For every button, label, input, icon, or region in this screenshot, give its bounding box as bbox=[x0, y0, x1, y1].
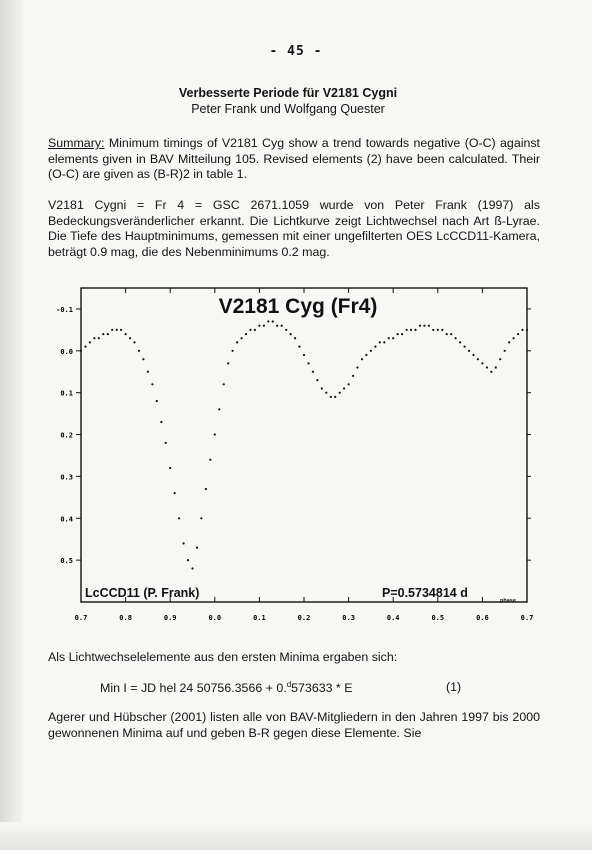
elements-intro: Als Lichtwechselelemente aus den ersten Minima ergaben sich: bbox=[48, 650, 398, 664]
data-point bbox=[151, 383, 153, 385]
data-point bbox=[272, 320, 274, 322]
data-point bbox=[142, 358, 144, 360]
data-point bbox=[174, 492, 176, 494]
data-point bbox=[290, 333, 292, 335]
data-point bbox=[397, 333, 399, 335]
data-point bbox=[312, 371, 314, 373]
light-curve-figure bbox=[52, 283, 552, 623]
data-point bbox=[370, 350, 372, 352]
formula-day-symbol: d bbox=[286, 680, 292, 689]
data-point bbox=[432, 329, 434, 331]
x-tick-label: 0.4 bbox=[386, 614, 400, 622]
summary-paragraph bbox=[48, 136, 540, 183]
data-point bbox=[125, 333, 127, 335]
y-tick-label: 0.1 bbox=[60, 389, 73, 398]
data-point bbox=[325, 392, 327, 394]
y-tick-label: 0.0 bbox=[60, 347, 73, 356]
x-tick-label: 0.9 bbox=[163, 614, 177, 622]
intro-paragraph: V2181 Cygni = Fr 4 = GSC 2671.1059 wurde von Peter Frank (1997) als Bedeckungsveränderlicher erkannt. Die Lichtkurve zeigt Lichtwechsel nach Art ß-Lyrae. Die Tiefe des Hauptminimums, gemessen mit einer ungefilterten OES LcCCD11-Kamera, beträgt 0.9 mag, die des Nebenminimums 0.2 mag. bbox=[48, 198, 540, 259]
data-point bbox=[147, 371, 149, 373]
data-point bbox=[446, 333, 448, 335]
data-point bbox=[263, 325, 265, 327]
data-point bbox=[205, 488, 207, 490]
data-point bbox=[178, 517, 180, 519]
data-point bbox=[330, 396, 332, 398]
data-point bbox=[223, 383, 225, 385]
page-bottom-shadow bbox=[0, 822, 592, 850]
data-point bbox=[450, 333, 452, 335]
data-point bbox=[169, 467, 171, 469]
data-point bbox=[419, 325, 421, 327]
y-ticks bbox=[56, 306, 531, 565]
data-point bbox=[383, 341, 385, 343]
data-point bbox=[276, 325, 278, 327]
data-point bbox=[307, 362, 309, 364]
data-point bbox=[89, 341, 91, 343]
y-tick-label: 0.4 bbox=[60, 515, 73, 524]
data-point bbox=[437, 329, 439, 331]
data-point bbox=[352, 375, 354, 377]
data-point bbox=[245, 333, 247, 335]
data-point bbox=[160, 421, 162, 423]
data-point bbox=[392, 337, 394, 339]
data-point bbox=[517, 333, 519, 335]
data-point bbox=[183, 542, 185, 544]
closing-paragraph: Agerer und Hübscher (2001) listen alle von BAV-Mitgliedern in den Jahren 1997 bis 2000 gewonnenen Minima auf und geben B-R gegen diese Elemente. Sie bbox=[48, 710, 540, 740]
plot-frame bbox=[81, 288, 527, 602]
summary-label: Summary: bbox=[48, 136, 105, 150]
data-point bbox=[191, 567, 193, 569]
data-point bbox=[107, 333, 109, 335]
elements-formula bbox=[100, 680, 540, 695]
x-tick-label: 0.7 bbox=[520, 614, 534, 622]
data-point bbox=[98, 337, 100, 339]
data-point bbox=[414, 329, 416, 331]
x-tick-label: 0.2 bbox=[297, 614, 311, 622]
data-point bbox=[298, 346, 300, 348]
data-point bbox=[499, 358, 501, 360]
data-point bbox=[513, 337, 515, 339]
page-edge-shadow bbox=[0, 0, 22, 850]
data-point bbox=[102, 333, 104, 335]
data-point bbox=[303, 354, 305, 356]
article-title: Verbesserte Periode für V2181 Cygni bbox=[178, 86, 398, 100]
data-point bbox=[267, 320, 269, 322]
page-number: - 45 - bbox=[269, 44, 323, 59]
data-point bbox=[214, 433, 216, 435]
data-point bbox=[196, 547, 198, 549]
data-point bbox=[504, 350, 506, 352]
period-label: P=0.5734814 d bbox=[382, 586, 468, 600]
data-point bbox=[227, 362, 229, 364]
data-point bbox=[334, 396, 336, 398]
data-point bbox=[339, 392, 341, 394]
data-point bbox=[258, 325, 260, 327]
chart-title: V2181 Cyg (Fr4) bbox=[218, 295, 378, 318]
data-point bbox=[481, 362, 483, 364]
data-point bbox=[459, 341, 461, 343]
x-tick-label: 0.8 bbox=[119, 614, 132, 622]
data-point bbox=[294, 337, 296, 339]
formula-prefix: Min I = JD hel 24 50756.3566 + 0. bbox=[100, 681, 287, 696]
data-point bbox=[187, 559, 189, 561]
data-point bbox=[365, 354, 367, 356]
x-tick-label: 0.1 bbox=[253, 614, 266, 622]
data-point bbox=[116, 329, 118, 331]
data-point bbox=[165, 442, 167, 444]
data-point bbox=[374, 346, 376, 348]
data-point bbox=[490, 371, 492, 373]
data-point bbox=[521, 329, 523, 331]
data-point bbox=[486, 366, 488, 368]
x-ticks bbox=[75, 288, 534, 622]
data-point bbox=[133, 341, 135, 343]
data-point bbox=[379, 341, 381, 343]
data-point bbox=[343, 387, 345, 389]
y-tick-label: 0.5 bbox=[60, 557, 73, 566]
data-point bbox=[111, 329, 113, 331]
data-point bbox=[200, 517, 202, 519]
light-curve-chart bbox=[52, 283, 552, 623]
data-point bbox=[84, 346, 86, 348]
data-point bbox=[218, 408, 220, 410]
data-point bbox=[156, 400, 158, 402]
data-point bbox=[348, 383, 350, 385]
data-point bbox=[129, 337, 131, 339]
x-tick-label: 0.7 bbox=[74, 614, 88, 622]
data-points bbox=[80, 320, 528, 569]
data-point bbox=[423, 325, 425, 327]
camera-label: LcCCD11 (P. Frank) bbox=[85, 586, 200, 600]
data-point bbox=[241, 337, 243, 339]
data-point bbox=[388, 337, 390, 339]
y-tick-label: 0.3 bbox=[60, 473, 73, 482]
y-tick-label: 0.2 bbox=[60, 431, 73, 440]
data-point bbox=[401, 333, 403, 335]
data-point bbox=[321, 387, 323, 389]
x-tick-label: 0.0 bbox=[208, 614, 222, 622]
data-point bbox=[406, 329, 408, 331]
data-point bbox=[93, 337, 95, 339]
formula-suffix: 573633 * E bbox=[291, 681, 353, 696]
data-point bbox=[236, 341, 238, 343]
data-point bbox=[428, 325, 430, 327]
data-point bbox=[254, 329, 256, 331]
equation-number: (1) bbox=[446, 680, 462, 694]
x-axis-label: phase bbox=[500, 598, 516, 604]
data-point bbox=[410, 329, 412, 331]
data-point bbox=[209, 459, 211, 461]
data-point bbox=[316, 379, 318, 381]
data-point bbox=[120, 329, 122, 331]
data-point bbox=[468, 350, 470, 352]
data-point bbox=[281, 325, 283, 327]
data-point bbox=[441, 329, 443, 331]
data-point bbox=[477, 358, 479, 360]
data-point bbox=[495, 366, 497, 368]
data-point bbox=[455, 337, 457, 339]
data-point bbox=[80, 350, 82, 352]
data-point bbox=[356, 366, 358, 368]
data-point bbox=[138, 350, 140, 352]
data-point bbox=[526, 329, 528, 331]
y-tick-label: -0.1 bbox=[56, 305, 73, 314]
x-tick-label: 0.3 bbox=[342, 614, 355, 622]
data-point bbox=[464, 346, 466, 348]
data-point bbox=[249, 329, 251, 331]
data-point bbox=[508, 341, 510, 343]
x-tick-label: 0.5 bbox=[431, 614, 445, 622]
article-authors: Peter Frank und Wolfgang Quester bbox=[191, 102, 385, 116]
data-point bbox=[361, 358, 363, 360]
x-tick-label: 0.6 bbox=[476, 614, 489, 622]
data-point bbox=[232, 350, 234, 352]
summary-text: Minimum timings of V2181 Cyg show a trend towards negative (O-C) against elements given in BAV Mitteilung 105. Revised elements (2) have been calculated. Their (O-C) are given as (B-R)2 in table 1. bbox=[48, 136, 540, 181]
data-point bbox=[285, 329, 287, 331]
data-point bbox=[472, 354, 474, 356]
